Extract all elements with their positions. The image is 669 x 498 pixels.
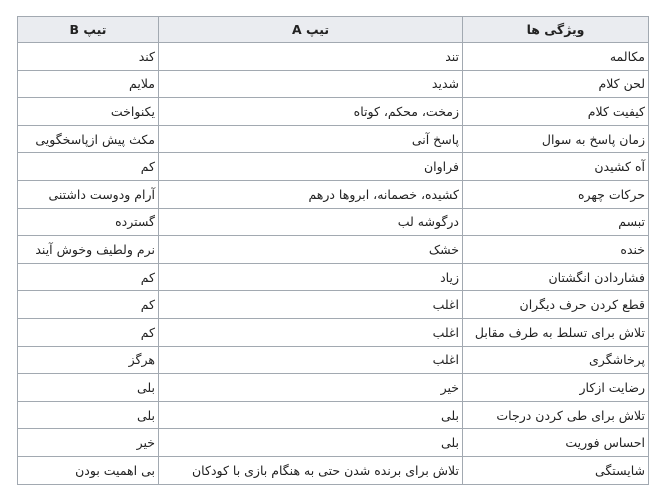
type-b-cell: خیر — [18, 429, 159, 457]
type-a-cell: خیر — [159, 374, 463, 402]
type-b-cell: آرام ودوست داشتنی — [18, 180, 159, 208]
feature-cell: زمان پاسخ به سوال — [463, 125, 649, 153]
table-row — [18, 318, 649, 346]
table-row — [18, 374, 649, 402]
type-b-cell: بلی — [18, 374, 159, 402]
table-row — [18, 401, 649, 429]
type-b-cell: بلی — [18, 401, 159, 429]
type-b-cell: کم — [18, 153, 159, 181]
type-b-cell: گسترده — [18, 208, 159, 236]
table-row — [18, 346, 649, 374]
type-a-cell: خشک — [159, 236, 463, 264]
table-wrapper — [17, 16, 648, 485]
type-b-cell: بی اهمیت بودن — [18, 456, 159, 484]
type-a-cell: بلی — [159, 401, 463, 429]
feature-cell: تلاش برای تسلط به طرف مقابل — [463, 318, 649, 346]
header-row — [18, 17, 649, 43]
type-b-cell: هرگز — [18, 346, 159, 374]
table-row — [18, 43, 649, 71]
table-row — [18, 70, 649, 98]
table-row — [18, 429, 649, 457]
feature-cell: تلاش برای طی کردن درجات — [463, 401, 649, 429]
type-b-cell: کم — [18, 318, 159, 346]
table-row — [18, 291, 649, 319]
comparison-table — [17, 16, 649, 485]
table-row — [18, 263, 649, 291]
type-a-cell: زیاد — [159, 263, 463, 291]
feature-cell: پرخاشگری — [463, 346, 649, 374]
type-b-cell: کم — [18, 291, 159, 319]
type-a-cell: اغلب — [159, 318, 463, 346]
type-b-cell: کند — [18, 43, 159, 71]
feature-cell: شایستگی — [463, 456, 649, 484]
table-body — [18, 43, 649, 485]
table-row — [18, 236, 649, 264]
type-b-cell: کم — [18, 263, 159, 291]
header-type-a: تیپ A — [159, 17, 463, 43]
table-row — [18, 180, 649, 208]
type-b-cell: ملایم — [18, 70, 159, 98]
feature-cell: لحن کلام — [463, 70, 649, 98]
feature-cell: آه کشیدن — [463, 153, 649, 181]
feature-cell: رضایت ازکار — [463, 374, 649, 402]
table-row — [18, 153, 649, 181]
type-b-cell: مکث پیش ازپاسخگویی — [18, 125, 159, 153]
type-a-cell: بلی — [159, 429, 463, 457]
table-row — [18, 456, 649, 484]
feature-cell: قطع کردن حرف دیگران — [463, 291, 649, 319]
type-a-cell: تند — [159, 43, 463, 71]
type-a-cell: پاسخ آنی — [159, 125, 463, 153]
table-row — [18, 98, 649, 126]
type-a-cell: اغلب — [159, 291, 463, 319]
type-a-cell: درگوشه لب — [159, 208, 463, 236]
header-features: ویژگی ها — [463, 17, 649, 43]
type-a-cell: کشیده، خصمانه، ابروها درهم — [159, 180, 463, 208]
table-header — [18, 17, 649, 43]
feature-cell: احساس فوریت — [463, 429, 649, 457]
type-b-cell: نرم ولطیف وخوش آیند — [18, 236, 159, 264]
type-b-cell: یکنواخت — [18, 98, 159, 126]
type-a-cell: تلاش برای برنده شدن حتی به هنگام بازی با کودکان — [159, 456, 463, 484]
table-row — [18, 125, 649, 153]
type-a-cell: فراوان — [159, 153, 463, 181]
table-row — [18, 208, 649, 236]
type-a-cell: زمخت، محکم، کوتاه — [159, 98, 463, 126]
feature-cell: کیفیت کلام — [463, 98, 649, 126]
feature-cell: مکالمه — [463, 43, 649, 71]
feature-cell: فشاردادن انگشتان — [463, 263, 649, 291]
feature-cell: خنده — [463, 236, 649, 264]
header-type-b: تیپ B — [18, 17, 159, 43]
type-a-cell: شدید — [159, 70, 463, 98]
feature-cell: تبسم — [463, 208, 649, 236]
feature-cell: حرکات چهره — [463, 180, 649, 208]
type-a-cell: اغلب — [159, 346, 463, 374]
